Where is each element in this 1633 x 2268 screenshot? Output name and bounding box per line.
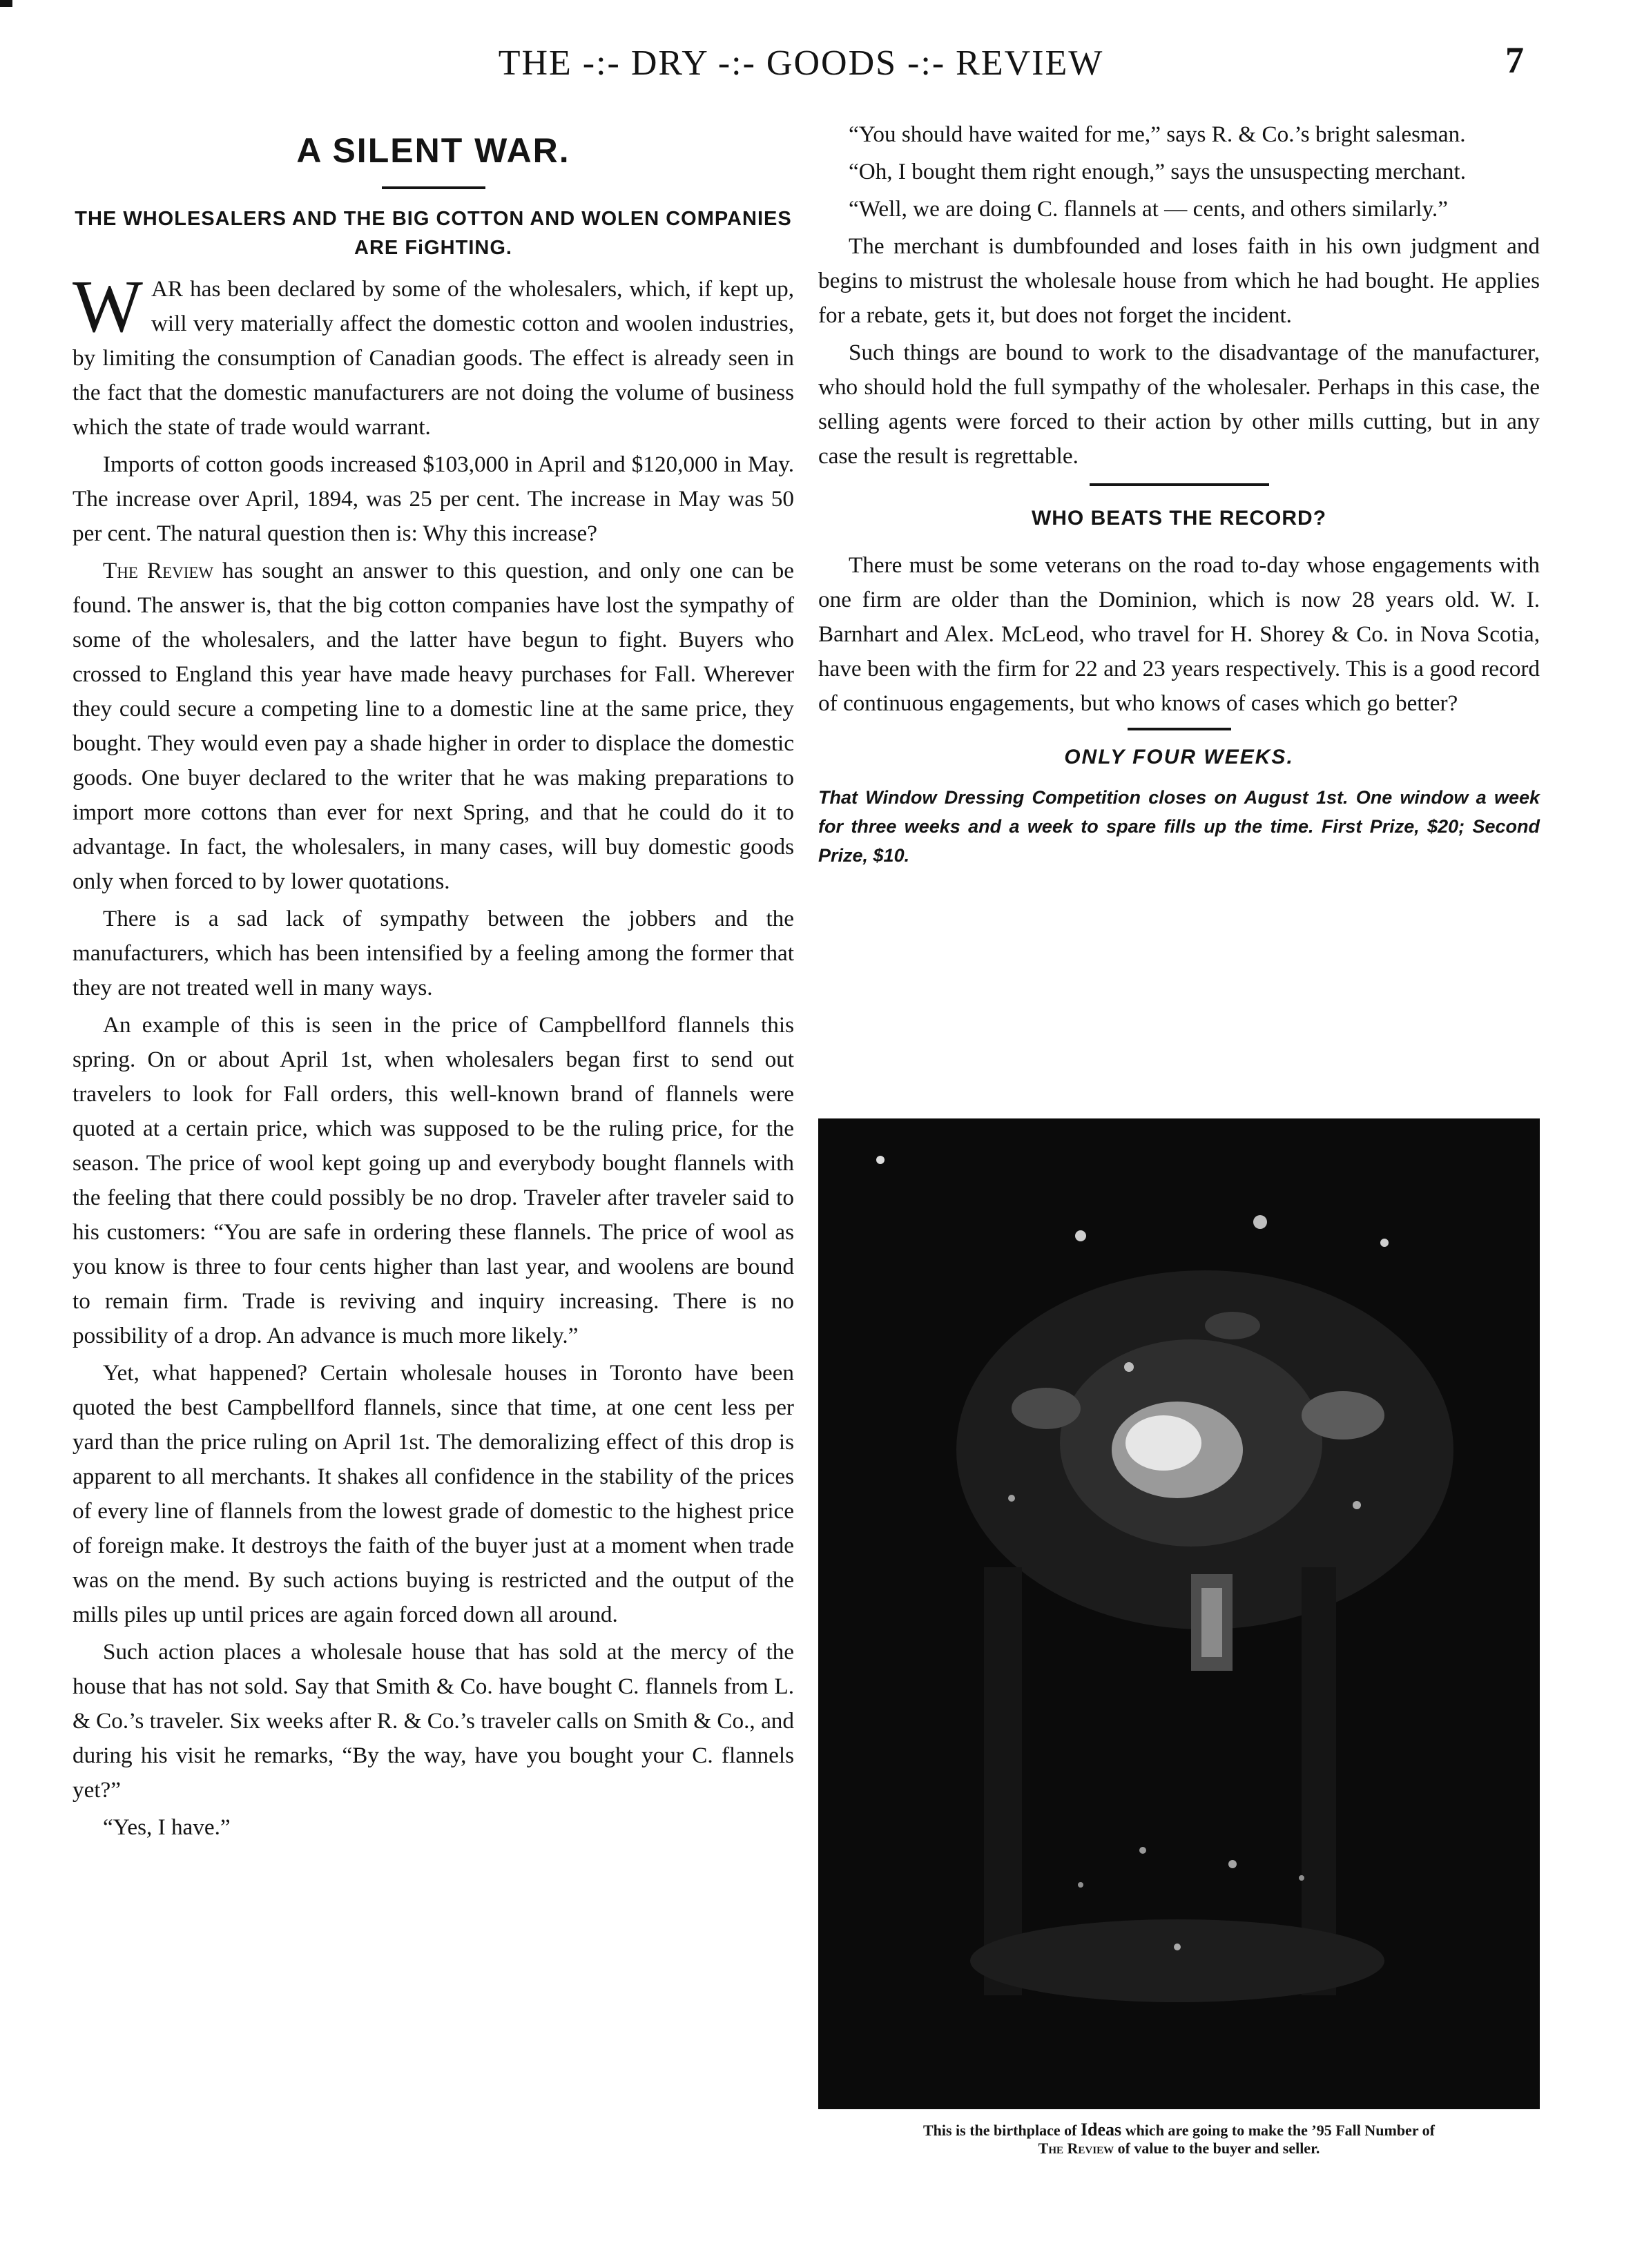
article-paragraph: “Oh, I bought them right enough,” says the unsuspecting merchant. — [849, 159, 1467, 184]
article-paragraph — [73, 554, 794, 899]
page-number: 7 — [1505, 39, 1524, 81]
section-rule — [1090, 483, 1269, 486]
drop-cap: W — [73, 266, 143, 348]
article-paragraph: “Yes, I have.” — [103, 1814, 231, 1840]
photo-caption — [818, 2121, 1540, 2158]
section-title: WHO BEATS THE RECORD? — [1031, 507, 1327, 530]
article-paragraph — [73, 266, 794, 445]
notice-rule — [1128, 728, 1231, 730]
page-header — [0, 39, 1633, 98]
notice-title: ONLY FOUR WEEKS. — [1064, 746, 1294, 768]
publication-name: The Review — [103, 558, 214, 583]
article-subhead: THE WHOLESALERS AND THE BIG COTTON AND WOLEN COMPANIES ARE FiGHTING. — [75, 208, 792, 259]
article-paragraph: The merchant is dumbfounded and loses faith in his own judgment and begins to mistrust the wholesale house from which he had bought. He applies for a rebate, gets it, but does not forget the incident. — [818, 233, 1540, 328]
notice-body: That Window Dressing Competition closes on August 1st. One window a week for three weeks and a week to spare fills up the time. First Prize, $20; Second Prize, $10. — [818, 787, 1540, 866]
article-paragraph: There is a sad lack of sympathy between the jobbers and the manufacturers, which has been intensified by a feeling among the former that they are not treated well in many ways. — [73, 906, 794, 1000]
article-paragraph: Imports of cotton goods increased $103,000 in April and $120,000 in May. The increase over April, 1894, was 25 per cent. The increase in May was 50 per cent. The natural question then is: Why this increase? — [73, 452, 794, 546]
caption-text: which are going to make the ’95 Fall Number of — [1125, 2122, 1436, 2139]
section-paragraph: There must be some veterans on the road to-day whose engagements with one firm are older than the Dominion, which is now 28 years old. W. I. Barnhart and Alex. McLeod, who travel for H. Shorey & Co. in Nova Scotia, have been with the firm for 22 and 23 years respectively. This is a good record of continuous engagements, but who knows of cases which go better? — [818, 552, 1540, 716]
title-rule — [382, 186, 485, 189]
caption-text: of value to the buyer and seller. — [1117, 2140, 1320, 2157]
window-display-photo — [818, 1118, 1540, 2109]
article-title: A SILENT WAR. — [296, 131, 570, 170]
scan-corner-mark — [0, 0, 12, 7]
caption-text: This is the birthplace of — [922, 2122, 1077, 2139]
article-paragraph: An example of this is seen in the price of Campbellford flannels this spring. On or about April 1st, when wholesalers began first to send out travelers to look for Fall orders, this well-known brand of flannels were quoted at a certain price, which was supposed to be the ruling price, for the season. The price of wool kept going up and everybody bought flannels with the feeling that there could possibly be no drop. Traveler after traveler said to his customers: “You are safe in ordering these flannels. The price of wool as you know is three to four cents higher than last year, and woolens are bound to remain firm. Trade is reviving and inquiry increasing. There is no possibility of a drop. An advance is much more likely.” — [73, 1012, 794, 1348]
article-paragraph: Yet, what happened? Certain wholesale houses in Toronto have been quoted the best Campbellford flannels, since that time, at one cent less per yard than the price ruling on April 1st. The demoralizing effect of this drop is apparent to all merchants. It shakes all confidence in the stability of the prices of every line of flannels from the lowest grade of domestic to the highest price of foreign make. It destroys the faith of the buyer just at a moment when trade was on the mend. By such actions buying is restricted and the output of the mills piles up until prices are again forced down all around. — [73, 1360, 794, 1627]
caption-publication: The Review — [1038, 2140, 1114, 2157]
article-paragraph: “You should have waited for me,” says R. & Co.’s bright salesman. — [849, 122, 1466, 147]
caption-ideas: Ideas — [1080, 2120, 1122, 2140]
article-paragraph: “Well, we are doing C. flannels at — cents, and others similarly.” — [849, 196, 1448, 222]
paragraph-text: has sought an answer to this question, and only one can be found. The answer is, that the big cotton companies have lost the sympathy of some of the wholesalers, and the latter have begun to fight. Buyers who crossed to England this year have made heavy purchases for Fall. Wherever they could secure a competing line to a domestic line at the same price, they bought. They would even pay a shade higher in order to displace the domestic goods. One buyer declared to the writer that he was making preparations to import more cottons than ever for next Spring, and that he could do it to advantage. In fact, the wholesalers, in many cases, will buy domestic goods only when forced to by lower quotations. — [73, 558, 794, 894]
right-column — [818, 117, 1540, 873]
article-paragraph: Such action places a wholesale house that has sold at the mercy of the house that has not sold. Say that Smith & Co. have bought C. flannels from L. & Co.’s traveler. Six weeks after R. & Co.’s traveler calls on Smith & Co., and during his visit he remarks, “By the way, have you bought your C. flannels yet?” — [73, 1639, 794, 1803]
article-paragraph: Such things are bound to work to the disadvantage of the manufacturer, who should hold the full sympathy of the wholesaler. Perhaps in this case, the selling agents were forced to their action by other mills cutting, but in any case the result is regrettable. — [818, 340, 1540, 469]
left-column — [73, 117, 794, 1848]
paragraph-text: AR has been declared by some of the wholesalers, which, if kept up, will very materially affect the domestic cotton and woolen industries, by limiting the consumption of Canadian goods. The effect is already seen in the fact that the domestic manufacturers are not doing the volume of business which the state of trade would warrant. — [73, 276, 794, 440]
running-title: THE -:- DRY -:- GOODS -:- REVIEW — [498, 43, 1104, 83]
photo-image — [818, 1118, 1540, 2109]
